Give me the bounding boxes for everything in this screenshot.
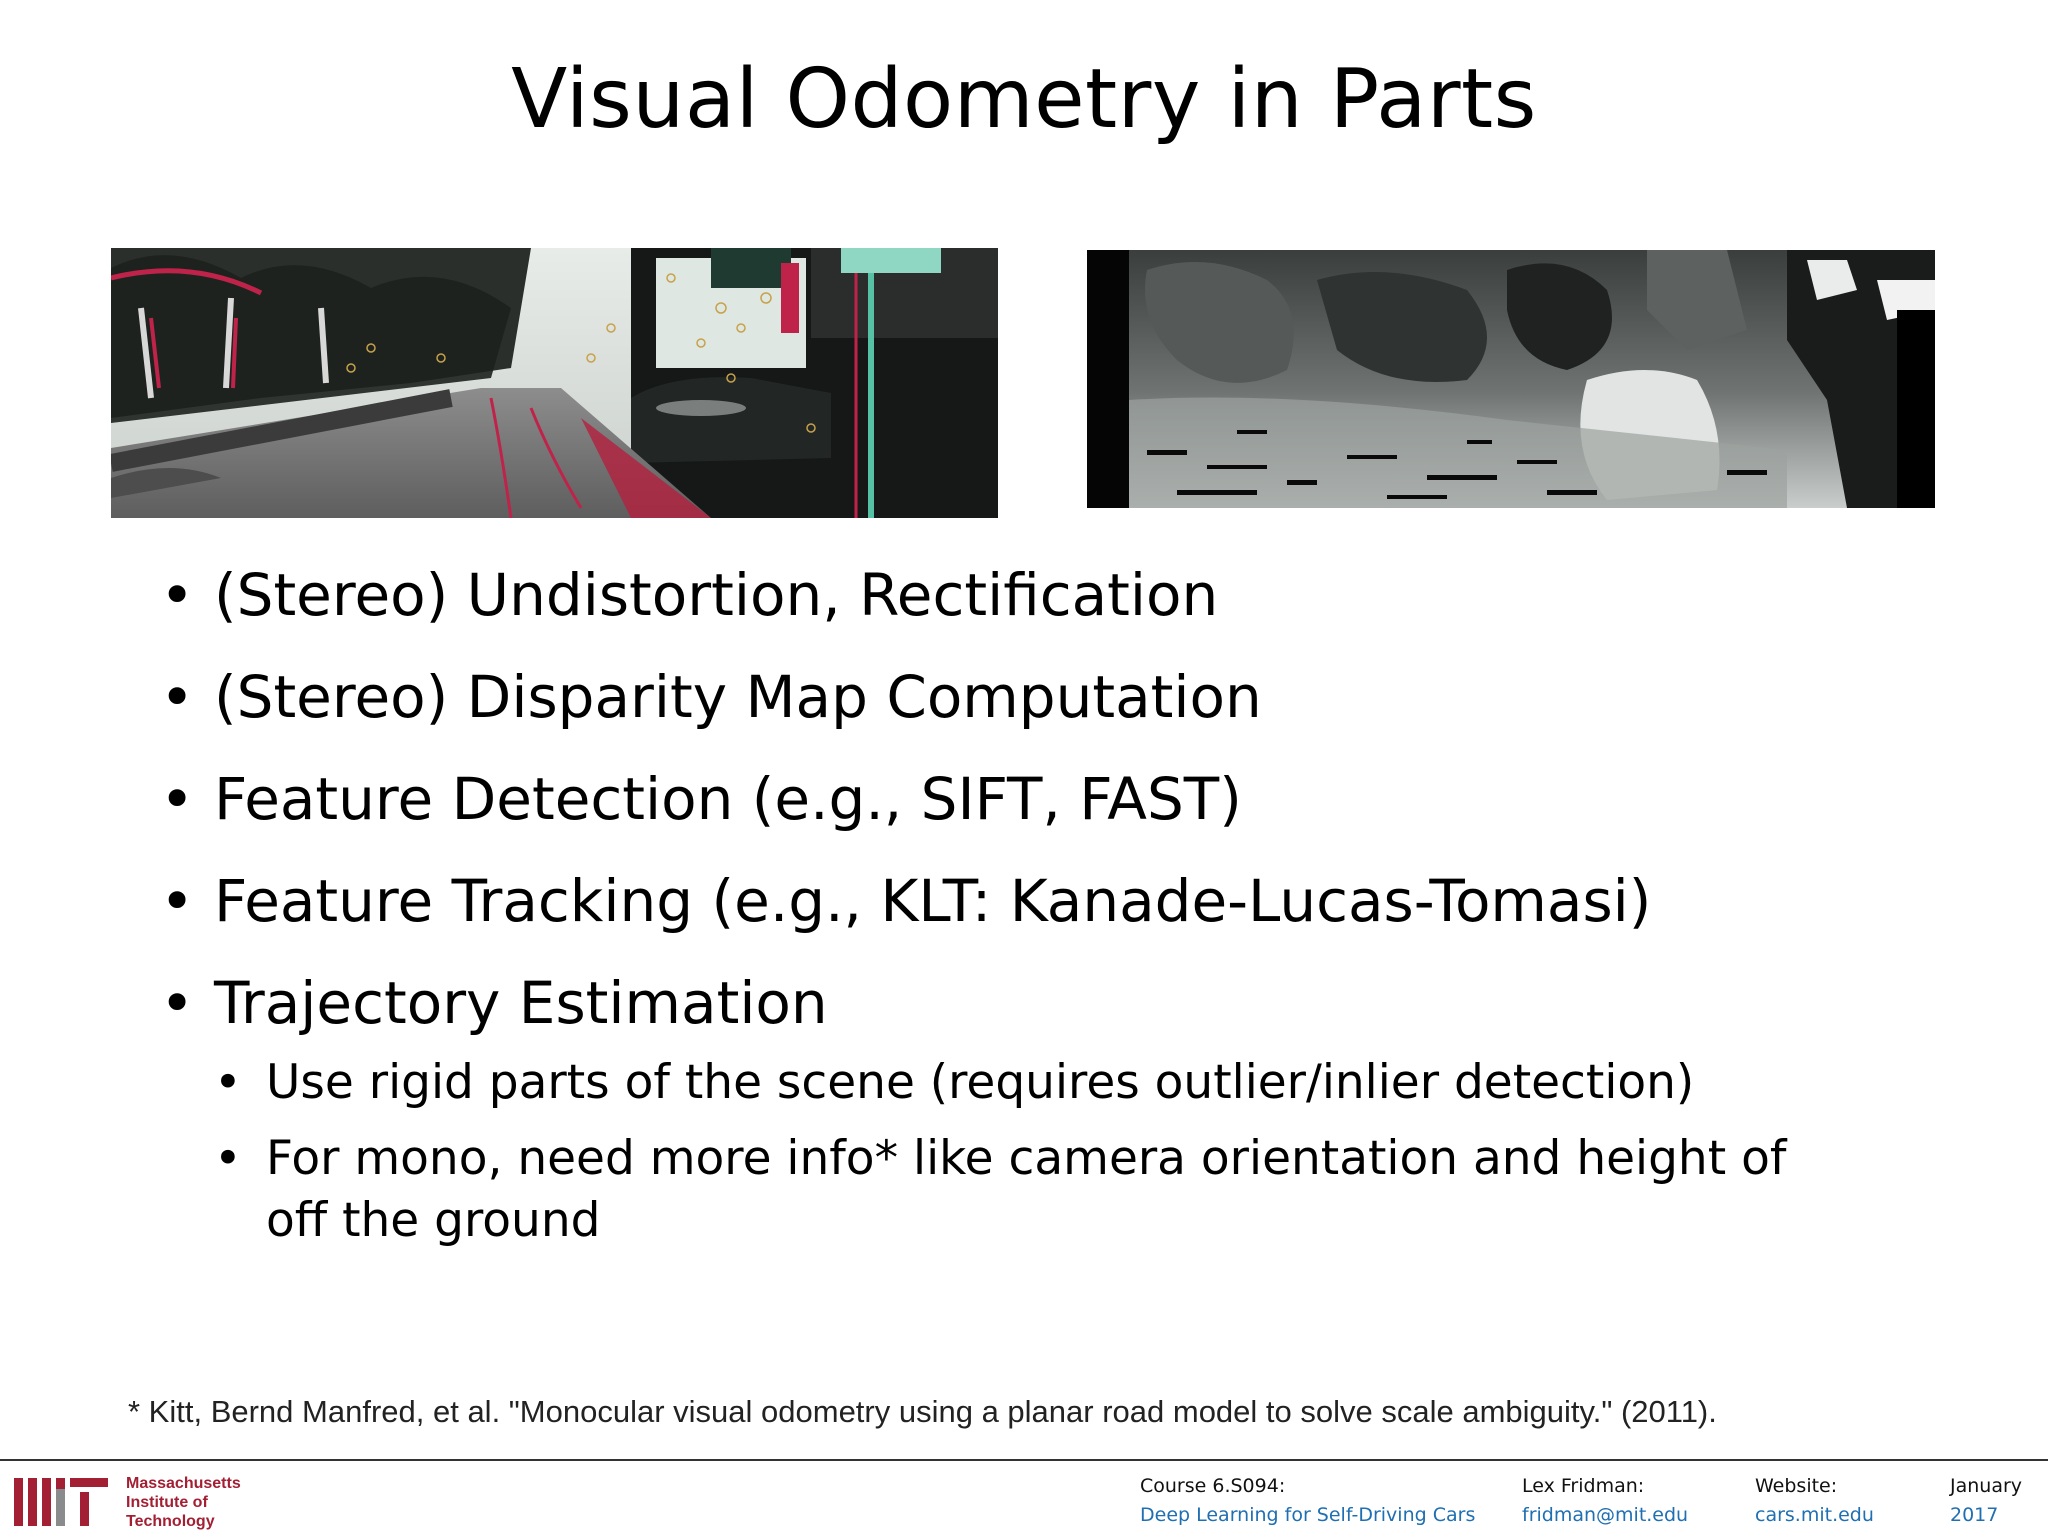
bullet-item: • Feature Detection (e.g., SIFT, FAST) [160,764,1826,834]
sub-bullet-item: • Use rigid parts of the scene (requires outlier/inlier detection) [214,1052,1826,1114]
footer-author: Lex Fridman: fridman@mit.edu [1522,1472,1688,1530]
bullet-item: • (Stereo) Undistortion, Rectification [160,560,1826,630]
bullet-item-trajectory [160,968,1826,1252]
citation-footnote: * Kitt, Bernd Manfred, et al. "Monocular visual odometry using a planar road model to solve scale ambiguity." (2011). [128,1394,1717,1429]
footer-website: Website: cars.mit.edu [1755,1472,1874,1530]
footer-date: January 2017 [1950,1475,2023,1526]
disparity-map-image [1087,250,1935,508]
slide-title: Visual Odometry in Parts [511,52,1537,147]
bullet-item: • Feature Tracking (e.g., KLT: Kanade-Lucas-Tomasi) [160,866,1826,936]
website-link[interactable]: cars.mit.edu [1755,1504,1874,1526]
stereo-street-image [111,248,998,518]
bullet-list [160,560,1826,1284]
email-link[interactable]: fridman@mit.edu [1522,1504,1689,1526]
mit-logo [14,1474,114,1532]
bullet-item: • (Stereo) Disparity Map Computation [160,662,1826,732]
footer-course: Course 6.S094: Deep Learning for Self-Driving Cars [1140,1472,1475,1530]
mit-logo-text: Massachusetts Institute of Technology [126,1475,241,1530]
sub-bullet-list [214,1052,1826,1252]
sub-bullet-item: • For mono, need more info* like camera orientation and height of off the ground [214,1128,1826,1252]
bullet-text: Trajectory Estimation [214,969,828,1037]
course-link[interactable]: Deep Learning for Self-Driving Cars [1140,1504,1476,1526]
footer-divider [0,1459,2048,1461]
